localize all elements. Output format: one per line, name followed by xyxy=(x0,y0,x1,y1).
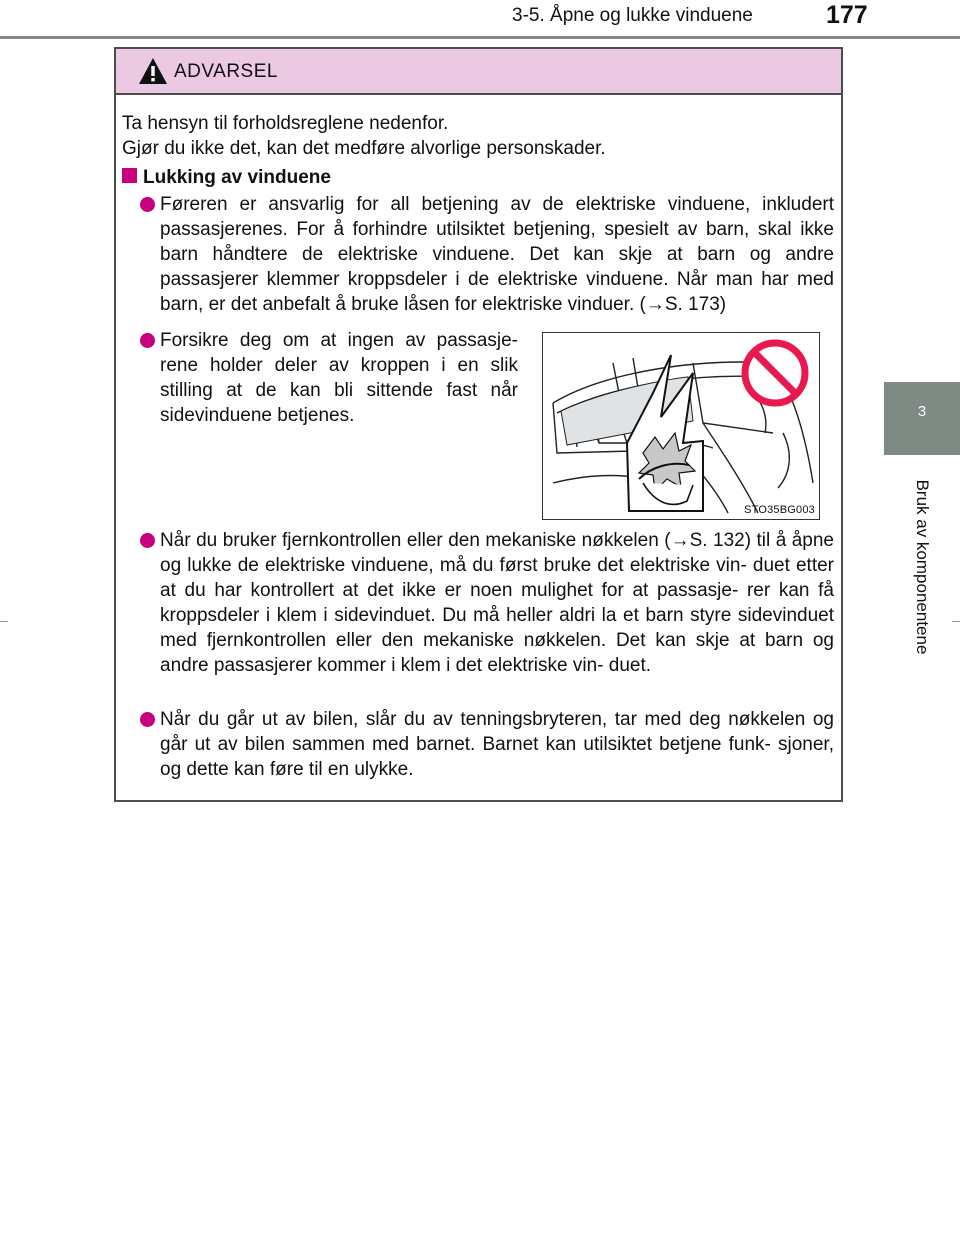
intro-line-2: Gjør du ikke det, kan det medføre alvorlige personskader. xyxy=(122,138,606,159)
bullet-dot-icon xyxy=(140,533,155,548)
list-item xyxy=(142,707,834,782)
subheading-text: Lukking av vinduene xyxy=(143,167,331,188)
warning-intro xyxy=(122,111,832,161)
intro-line-1: Ta hensyn til forholdsreglene nedenfor. xyxy=(122,113,449,134)
page-header xyxy=(0,0,960,40)
chapter-title-tab xyxy=(884,458,960,676)
figure-code: STO35BG003 xyxy=(744,504,815,516)
bullet-dot-icon xyxy=(140,197,155,212)
list-item-text: Når du går ut av bilen, slår du av tenningsbryteren, tar med deg nøkkelen og går ut av bilen sammen med barnet. Barnet kan utilsiktet betjene funk- sjoner, og dette kan føre til en ulykke. xyxy=(160,709,834,780)
bullet-dot-icon xyxy=(140,712,155,727)
chapter-title: Bruk av komponentene xyxy=(913,479,932,655)
crop-mark-right xyxy=(952,621,960,622)
list-item xyxy=(142,192,834,317)
list-item-text: Når du bruker fjernkontrollen eller den mekaniske nøkkelen (→S. 132) til å åpne og lukke de elektriske vinduene, må du først bruke det elektriske vin- duet etter at du har kontrollert at det ikke er noen mulighet for at passasje- rer kan få kroppsdeler i klem i sidevinduet. Du må heller aldri la et barn styre sidevinduet med fjernkontrollen eller den mekaniske nøkkelen. Det kan skje at barn og andre passasjerer kommer i klem i det elektriske vin- duet. xyxy=(160,530,834,676)
page-number: 177 xyxy=(826,1,868,29)
square-bullet-icon xyxy=(122,168,137,183)
bullet-dot-icon xyxy=(140,333,155,348)
list-item xyxy=(142,328,518,428)
list-item-text: Føreren er ansvarlig for all betjening av de elektriske vinduene, inkludert passasjerenes. For å forhindre utilsiktet betjening, spesielt av barn, skal ikke barn håndtere de elektriske vinduene. Det kan skje at barn og andre passasjerer klemmer kroppsdeler i de elektriske vinduene. Når man har med barn, er det anbefalt å bruke låsen for elektriske vinduer. (→S. 173) xyxy=(160,194,834,315)
crop-mark-left xyxy=(0,621,8,622)
car-window-illustration xyxy=(543,333,819,519)
list-item xyxy=(142,528,834,678)
chapter-number-tab: 3 xyxy=(884,382,960,455)
warning-triangle-icon xyxy=(138,57,168,85)
warning-header xyxy=(116,49,841,95)
section-subheading xyxy=(122,165,832,190)
warning-title: ADVARSEL xyxy=(174,61,278,82)
list-item-text: Forsikre deg om at ingen av passasje- rene holder deler av kroppen i en slik stilling at de kan bli sittende fast når sidevinduene betjenes. xyxy=(160,330,518,426)
warning-illustration xyxy=(542,332,820,520)
header-divider xyxy=(0,36,960,39)
warning-box xyxy=(114,47,843,802)
section-title: 3-5. Åpne og lukke vinduene xyxy=(512,5,753,26)
